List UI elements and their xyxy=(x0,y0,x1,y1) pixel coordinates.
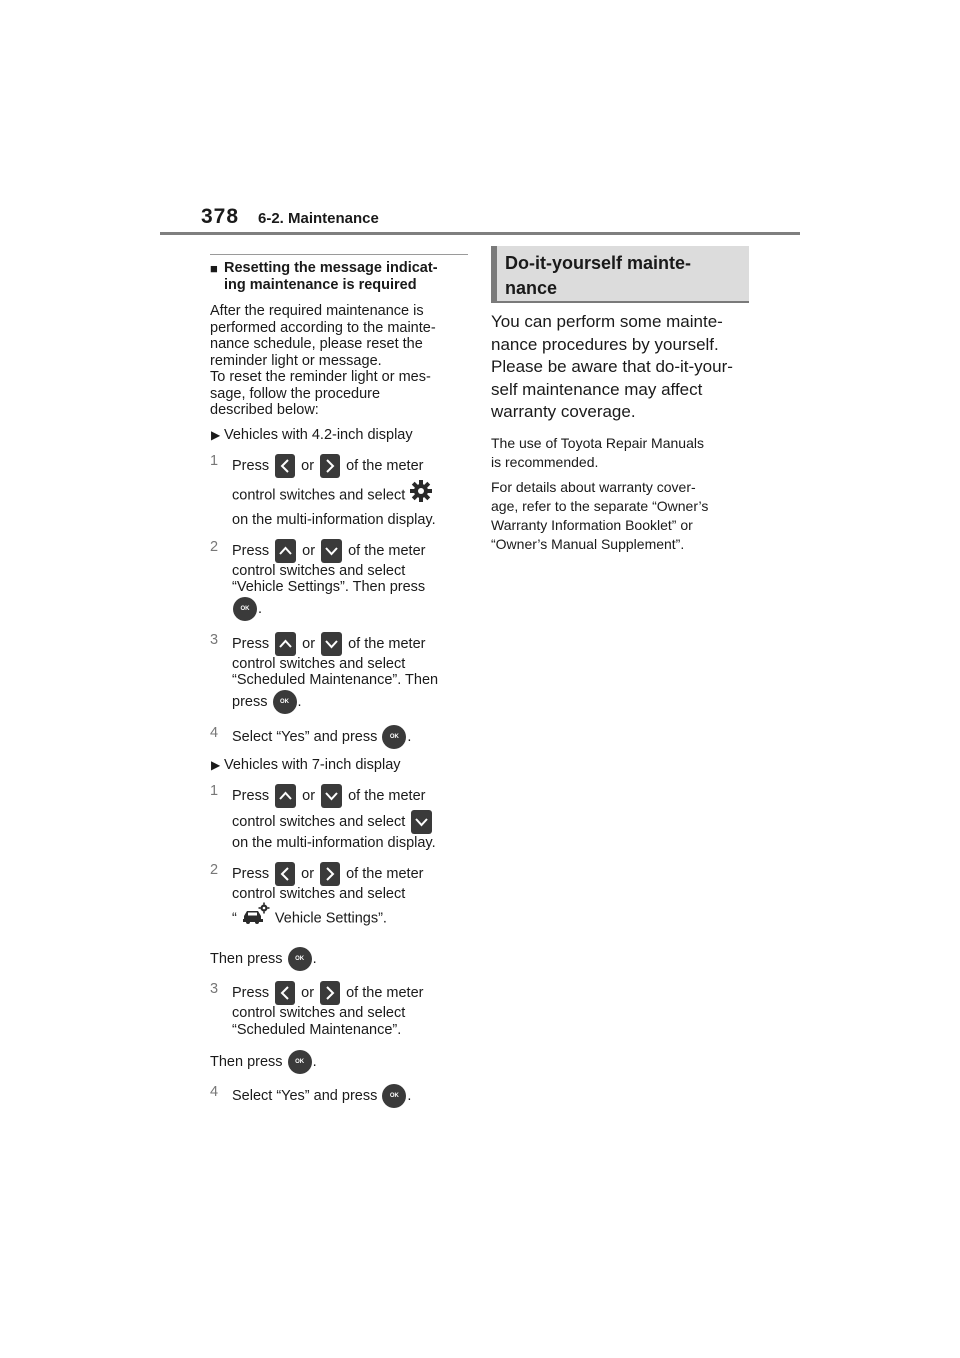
step-line: on the multi-information display. xyxy=(232,512,436,528)
step-a3 xyxy=(210,632,470,715)
note-line: The use of Toyota Repair Manuals xyxy=(491,434,704,451)
step-text: or xyxy=(302,635,316,652)
step-text: Press xyxy=(232,458,270,474)
step-line xyxy=(232,725,470,749)
step-text: Press xyxy=(232,865,270,882)
ok-button-icon: OK xyxy=(233,597,257,621)
ok-button-icon: OK xyxy=(288,1050,312,1074)
then-press-2 xyxy=(210,1050,470,1074)
step-text: or xyxy=(301,865,315,882)
section-title: 6-2. Maintenance xyxy=(258,210,379,227)
step-text: Press xyxy=(232,542,270,559)
step-text: Select “Yes” and press xyxy=(232,728,378,745)
down-arrow-icon xyxy=(321,784,342,808)
step-text: or xyxy=(302,788,316,804)
intro-line: To reset the reminder light or mes- xyxy=(210,369,431,385)
step-line: control switches and select xyxy=(232,885,406,902)
note-line: is recommended. xyxy=(491,453,599,470)
left-arrow-icon xyxy=(275,454,295,478)
step-text: press xyxy=(232,693,268,710)
step-text: of the meter xyxy=(346,984,424,1001)
step-b4 xyxy=(210,1084,470,1108)
intro-line: nance schedule, please reset the xyxy=(210,336,423,352)
triangle-bullet-icon: ▶ xyxy=(211,427,221,442)
step-text: or xyxy=(301,984,315,1001)
left-column xyxy=(210,254,470,1108)
header-rule xyxy=(160,232,800,235)
step-line xyxy=(232,596,470,622)
right-arrow-icon xyxy=(320,454,340,478)
ok-button-icon: OK xyxy=(382,725,406,749)
note-warranty xyxy=(491,478,749,554)
subheading-line: ing maintenance is required xyxy=(224,276,417,293)
step-number: 2 xyxy=(210,538,219,555)
step-text: . xyxy=(258,600,263,617)
left-arrow-icon xyxy=(275,862,295,886)
step-text: “ xyxy=(232,910,237,927)
step-line xyxy=(232,479,470,512)
step-text: . xyxy=(312,1053,317,1070)
step-line xyxy=(232,981,470,1005)
step-line: “Scheduled Maintenance”. xyxy=(232,1021,402,1038)
heading-line: Do-it-yourself mainte- xyxy=(505,253,692,273)
step-text: Press xyxy=(232,984,270,1001)
step-number: 1 xyxy=(210,783,219,799)
step-text: of the meter xyxy=(348,788,426,804)
step-line xyxy=(232,862,470,886)
right-arrow-icon xyxy=(320,981,340,1005)
step-text: Select “Yes” and press xyxy=(232,1087,378,1104)
up-arrow-icon xyxy=(275,632,296,656)
variant-7-inch xyxy=(210,757,470,774)
down-arrow-icon xyxy=(411,810,432,834)
step-number: 3 xyxy=(210,981,219,997)
step-number: 2 xyxy=(210,861,219,878)
step-line xyxy=(232,632,470,656)
step-line: control switches and select xyxy=(232,655,406,672)
subheading-rule xyxy=(210,254,468,255)
gear-icon xyxy=(409,479,433,512)
square-bullet-icon: ■ xyxy=(210,261,218,276)
intro-line: Please be aware that do-it-your- xyxy=(491,357,733,376)
variant-4-2-inch xyxy=(210,427,470,444)
intro-line: described below: xyxy=(210,402,319,418)
ok-button-icon: OK xyxy=(382,1084,406,1108)
then-press-1 xyxy=(210,947,470,971)
step-line: “Scheduled Maintenance”. Then xyxy=(232,672,439,688)
diy-heading xyxy=(491,246,749,303)
intro-line: reminder light or message. xyxy=(210,352,382,369)
step-line: on the multi-information display. xyxy=(232,835,436,851)
step-b2 xyxy=(210,862,470,936)
step-number: 4 xyxy=(210,1084,219,1100)
step-text: Press xyxy=(232,788,270,804)
step-text: . xyxy=(297,693,302,710)
step-line xyxy=(232,1084,470,1108)
intro-line: nance procedures by yourself. xyxy=(491,334,719,354)
step-text: control switches and select xyxy=(232,814,406,830)
intro-line: sage, follow the procedure xyxy=(210,385,381,402)
step-text: . xyxy=(407,1087,412,1104)
step-text: of the meter xyxy=(346,458,424,474)
down-arrow-icon xyxy=(321,632,342,656)
ok-button-icon: OK xyxy=(273,690,297,714)
subheading-line: Resetting the message indicat- xyxy=(224,260,438,276)
up-arrow-icon xyxy=(275,539,296,563)
variant-title: Vehicles with 7-inch display xyxy=(224,756,401,773)
step-line xyxy=(232,783,470,809)
step-a2 xyxy=(210,539,470,622)
step-text: . xyxy=(407,728,412,745)
note-line: age, refer to the separate “Owner’s xyxy=(491,497,709,514)
down-arrow-icon xyxy=(321,539,342,563)
ok-button-icon: OK xyxy=(288,947,312,971)
step-line: control switches and select xyxy=(232,562,406,579)
step-number: 3 xyxy=(210,631,219,648)
step-b3 xyxy=(210,981,470,1038)
intro-line: You can perform some mainte- xyxy=(491,312,723,331)
step-text: of the meter xyxy=(348,635,426,652)
note-repair-manuals xyxy=(491,434,749,472)
step-line xyxy=(232,902,470,935)
note-line: “Owner’s Manual Supplement”. xyxy=(491,535,685,552)
note-line: For details about warranty cover- xyxy=(491,478,696,495)
intro-line: self maintenance may affect xyxy=(491,379,703,399)
step-text: Then press xyxy=(210,950,283,967)
step-number: 4 xyxy=(210,724,219,741)
step-number: 1 xyxy=(210,453,219,469)
step-line: control switches and select xyxy=(232,1005,406,1021)
heading-line: nance xyxy=(505,278,558,298)
intro-paragraph xyxy=(210,303,470,419)
step-text: or xyxy=(302,542,316,559)
intro-line: performed according to the mainte- xyxy=(210,319,436,336)
step-text: Then press xyxy=(210,1053,283,1070)
intro-line: After the required maintenance is xyxy=(210,303,424,319)
intro-line: warranty coverage. xyxy=(491,402,636,421)
car-settings-icon xyxy=(241,902,271,935)
step-line xyxy=(232,539,470,563)
right-column xyxy=(491,246,749,554)
step-line xyxy=(232,453,470,479)
step-text: . xyxy=(312,950,317,967)
step-b1 xyxy=(210,783,470,852)
step-line xyxy=(232,809,470,835)
triangle-bullet-icon: ▶ xyxy=(211,757,221,772)
step-a4 xyxy=(210,725,470,749)
step-text: of the meter xyxy=(348,542,426,559)
note-line: Warranty Information Booklet” or xyxy=(491,516,693,533)
step-line: “Vehicle Settings”. Then press xyxy=(232,579,426,595)
step-a1 xyxy=(210,453,470,529)
page-number: 378 xyxy=(201,205,240,228)
step-text: of the meter xyxy=(346,865,424,882)
step-text: control switches and select xyxy=(232,487,406,504)
step-line xyxy=(232,689,470,715)
left-arrow-icon xyxy=(275,981,295,1005)
step-text: or xyxy=(301,458,315,474)
right-arrow-icon xyxy=(320,862,340,886)
step-text: Vehicle Settings”. xyxy=(274,910,387,927)
subheading xyxy=(210,260,470,293)
step-text: Press xyxy=(232,635,270,652)
diy-intro xyxy=(491,311,749,424)
up-arrow-icon xyxy=(275,784,296,808)
variant-title: Vehicles with 4.2-inch display xyxy=(224,426,413,443)
